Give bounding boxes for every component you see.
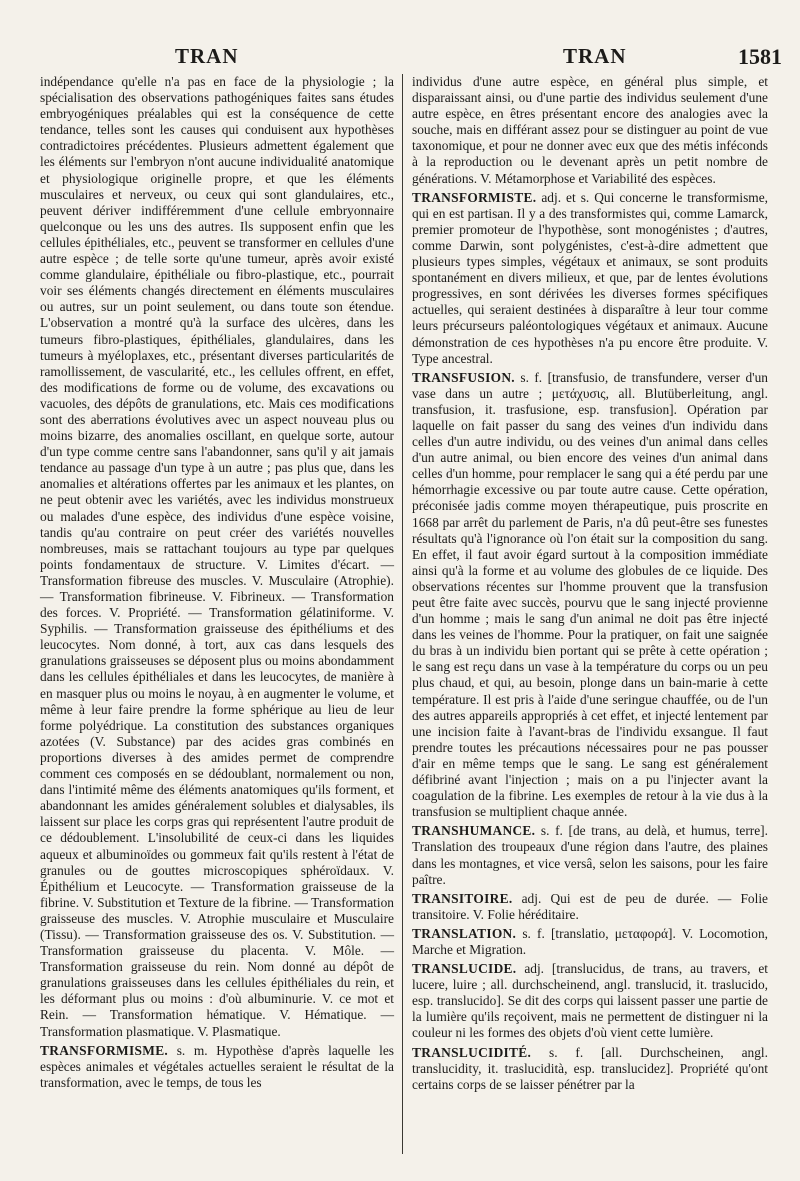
entry-body: adj. [translucidus, de trans, au travers, et lucere, luire ; all. durchscheinend, angl. translucid, it. traslucido, esp. translucido]. Se dit des corps qui laissent passer une partie de la lumière qu'ils reçoivent, mais ne permettent de distinguer ni la couleur ni les formes des objets d'où vient cette lumière. [412, 961, 768, 1041]
entry-translation [412, 926, 768, 958]
entry-translucide [412, 961, 768, 1041]
entry-headword: TRANSFORMISME. [40, 1042, 169, 1058]
right-column [412, 74, 768, 1093]
page-number: 1581 [738, 44, 782, 69]
entry-headword: TRANSLUCIDE. [412, 961, 517, 977]
continued-paragraph: indépendance qu'elle n'a pas en face de la physiologie ; la spécialisation des observations pathogéniques faites sans études embryogéniques préalables qui est la conséquence de cette tendance, telles sont les causes qui conduisent aux hypothèses contradictoires précédentes. Plusieurs admettent également que les éléments sur l'embryon n'ont aucune individualité anatomique et physiologique originelle propre, et que les éléments musculaires et nerveux, ou ceux qui sont glandulaires, etc., peuvent dériver indifféremment d'une cellule embryonnaire quelconque ou les uns des autres. Ils supposent enfin que les cellules épithéliales, etc., peuvent se transformer en cellules d'une autre espèce ; de telle sorte qu'une tumeur, après avoir existé comme glandulaire, épithéliale ou fibro-plastique, etc., pourrait voir ses éléments changés directement en éléments musculaires ou autres, sur un point seulement, ou dans toute son étendue. L'observation a montré qu'à la surface des ulcères, dans les tumeurs fibro-plastiques, épithéliales, glandulaires, dans les tumeurs à myéloplaxes, etc., présentant diverses particularités de ramollissement, de vascularité, etc., les cellules offrent, en effet, des modifications de forme ou de volume, des excavations ou vacuoles, des dépôts de granulations, etc. Mais ces modifications sont des aberrations évolutives avec un aspect nouveau plus ou moins bizarre, des anomalies oscillant, en quelque sorte, autour d'un type comme centre sans l'abandonner, sans qu'il y ait jamais tendance au passage d'un type à un autre ; pas plus que, dans les anomalies et altérations offertes par les animaux et les plantes, on ne peut obtenir avec les variétés, avec les individus monstrueux ou malades d'une espèce, des individus d'une espèce voisine, tandis qu'au contraire on peut créer des variétés nouvelles nombreuses, mais se rattachant toujours au type par quelques points fondamentaux de structure. V. Limites d'écart. — Transformation fibreuse des muscles. V. Musculaire (Atrophie). — Transformation fibrineuse. V. Fibrineux. — Transformation des forces. V. Propriété. — Transformation gélatiniforme. V. Syphilis. — Transformation graisseuse des épithéliums et des leucocytes. Nom donné, à tort, aux cas dans lesquels des granulations graisseuses se déposent plus ou moins abondamment dans les cellules épithéliales et dans les leucocytes, de manière à en masquer plus ou moins le noyau, à en augmenter le volume, et même à leur faire prendre la forme sphérique au lieu de leur forme polyédrique. La constitution des substances organiques azotées (V. Substance) par des acides gras combinés en proportions diverses à des amides permet de comprendre comment ces composés en se dédoublant, normalement ou non, dans l'intimité même des éléments anatomiques qu'ils forment, et abandonnant les amides généralement solubles et dialysables, ils laissent sur place les corps gras qui représentent l'autre produit de ce dédoublement. L'insolubilité de ceux-ci dans les liquides aqueux et albuminoïdes ou gommeux fait qu'ils restent à l'état de granules ou de gouttes microscopiques sphéroïdaux. V. Épithélium et Leucocyte. — Transformation graisseuse de la fibrine. V. Substitution et Texture de la fibrine. — Transformation graisseuse des muscles. V. Atrophie musculaire et Musculaire (Tissu). — Transformation graisseuse des os. V. Substitution. — Transformation graisseuse du placenta. V. Môle. — Transformation graisseuse du rein. Nom donné au dépôt de granulations graisseuses dans les cellules épithéliales du rein, et les déformant plus ou moins : d'où albuminurie. V. ce mot et Rein. — Transformation hématique. V. Hématique. — Transformation plasmatique. V. Plasmatique. [40, 74, 394, 1039]
entry-headword: TRANSLUCIDITÉ. [412, 1044, 532, 1060]
running-header [0, 44, 800, 74]
entry-body: s. f. [translatio, μεταφορά]. V. Locomotion, Marche et Migration. [412, 925, 768, 957]
entry-headword: TRANSLATION. [412, 925, 517, 941]
entry-headword: TRANSFORMISTE. [412, 189, 537, 205]
entry-headword: TRANSITOIRE. [412, 890, 513, 906]
column-divider [402, 74, 403, 1154]
header-right-word: TRAN [563, 44, 627, 68]
entry-body: s. f. [de trans, au delà, et humus, terre]. Translation des troupeaux d'une région dans l'autre, des plaines dans les montagnes, et vice versâ, selon les saisons, pour les faire paître. [412, 823, 768, 887]
entry-headword: TRANSFUSION. [412, 369, 515, 385]
entry-transformisme [40, 1043, 394, 1091]
entry-transitoire [412, 891, 768, 923]
left-column [40, 74, 394, 1091]
entry-transfusion [412, 370, 768, 821]
entry-translucidite [412, 1045, 768, 1093]
entry-body: adj. Qui est de peu de durée. — Folie transitoire. V. Folie héréditaire. [412, 890, 768, 922]
entry-headword: TRANSHUMANCE. [412, 823, 536, 839]
entry-transhumance [412, 823, 768, 887]
header-left-word: TRAN [175, 44, 239, 68]
entry-transformiste [412, 190, 768, 367]
entry-body: s. m. Hypothèse d'après laquelle les espèces animales et végétales actuelles seraient le résultat de la transformation, avec le temps, de tous les [40, 1042, 394, 1090]
continued-paragraph-right: individus d'une autre espèce, en général plus simple, et disparaissant ainsi, ou d'une partie des individus seulement d'une autre espèce, en êtres présentant encore des analogies avec la souche, mais en différant assez pour se distinguer au point de vue taxonomique, et pour ne donner avec eux que des métis inféconds à la reproduction ou le devenant après un petit nombre de générations. V. Métamorphose et Variabilité des espèces. [412, 74, 768, 186]
entry-body: s. f. [all. Durchscheinen, angl. translucidity, it. traslucidità, esp. translucidez]. Propriété qu'ont certains corps de se laisser pénétrer par la [412, 1044, 768, 1092]
entry-body: s. f. [transfusio, de transfundere, verser d'un vase dans un autre ; μετάχυσις, all. Blutüberleitung, angl. transfusion, it. trasfusione, esp. transfusion]. Opération par laquelle on fait passer du sang des veines d'un individu dans celles d'un autre individu, ou des veines d'un animal dans celles d'un autre animal, ou bien encore des veines d'un animal dans celles d'un homme, pour remplacer le sang qui a été perdu par une hémorrhagie excessive ou par toute autre cause. Cette opération, préconisée jadis comme moyen thérapeutique, puis proscrite en 1668 par arrêt du parlement de Paris, n'a dû peut-être ses funestes résultats qu'à l'ignorance où l'on était sur la composition du sang. En effet, il faut avoir égard surtout à la composition immédiate ainsi qu'à la forme et au volume des globules de ce liquide. Des observations récentes sur l'homme prouvent que la transfusion peut être faite avec succès, pourvu que le sang injecté provienne d'un homme ; mais le sang d'un animal ne doit pas être injecté dans les veines de l'homme. Pour la pratiquer, on fait une saignée du bras à un individu bien portant qui se prête à cette opération ; le sang est reçu dans un vase à la température du corps ou un peu plus chaud, et qui, au besoin, plonge dans un bain-marie à cette température. Il est pris à l'aide d'une seringue chauffée, ou de l'un des autres appareils appropriés à cet effet, et injecté lentement par une incision faite à l'avant-bras de l'individu exsangue. Il faut prendre toutes les précautions nécessaires pour ne pas pousser d'air en même temps que le sang. Le sang est généralement défibriné avant l'injection ; mais on a pu l'injecter avant la coagulation de la fibrine. Les exemples de retour à la vie dus à la transfusion se multiplient chaque année. [412, 369, 768, 820]
entry-body: adj. et s. Qui concerne le transformisme, qui en est partisan. Il y a des transformistes qui, comme Lamarck, premier promoteur de l'hypothèse, sont monogénistes ; d'autres, comme Darwin, sont polygénistes, c'est-à-dire admettent que plusieurs types simples, végétaux et animaux, se sont produits spontanément en divers milieux, et que, par de lentes évolutions progressives, en sont dérivées les diverses formes spécifiques actuelles, qui seraient destinées à disparaître à leur tour comme leurs précurseurs paléontologiques végétaux et animaux. Aucune démonstration de ces hypothèses n'a pu encore être produite. V. Type ancestral. [412, 189, 768, 366]
